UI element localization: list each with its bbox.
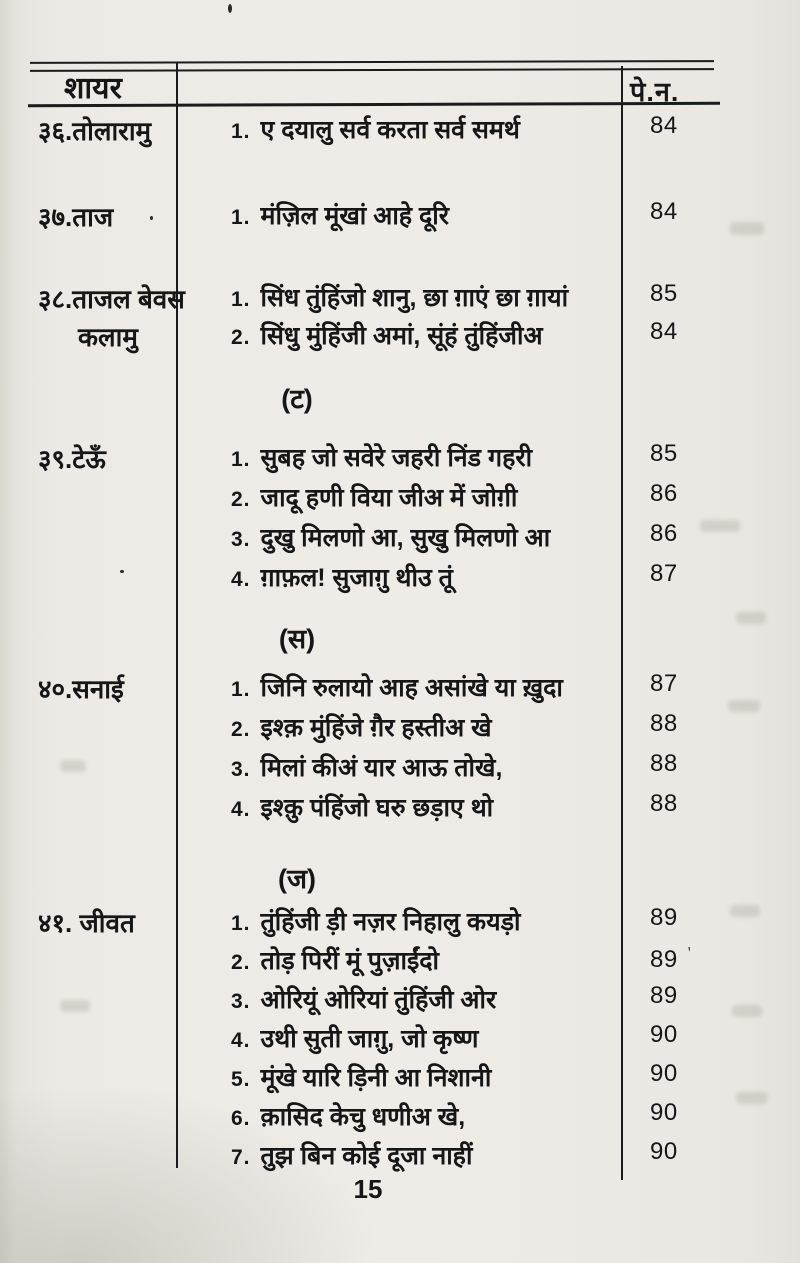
song-entry [176,943,714,982]
toc-row [30,904,714,1177]
song-entry [176,1060,714,1099]
song-number: 4. [231,1029,251,1052]
song-title [176,710,622,744]
scan-artifact [728,700,760,712]
song-number: 3. [231,528,251,551]
song-number: 4. [231,798,251,821]
song-text: इश्क़ मुंहिंजे ग़ैर हस्तीअ खे [260,714,492,742]
song-title [176,1099,622,1133]
song-number: 4. [231,568,251,591]
song-title [176,750,622,784]
song-text: जिनि रुलायो आह असांखे या ख़ुदा [260,674,563,702]
song-text: ए दयालु सर्व करता सर्व समर्थ [260,116,520,144]
song-number: 1. [231,206,251,229]
scan-speck [120,570,124,573]
song-title [176,112,622,146]
song-entry [176,750,714,790]
song-number: 1. [231,448,251,471]
poet-name [30,904,176,1177]
song-text: ग़ाफ़ल! सुजाग़ु थीउ तूं [260,564,453,592]
scan-artifact [730,222,764,235]
poet-name [30,280,185,356]
song-text: सिंध तुंहिंजो शानु, छा ग़ाएं छा ग़ायां [260,284,569,312]
table-top-rule-2 [30,68,714,72]
song-number: 2. [231,488,251,511]
songs-list [176,904,714,1177]
poet-name [30,198,176,238]
section-heading: (स) [278,624,316,654]
scan-artifact [732,1005,762,1017]
song-number: 1. [231,678,251,701]
scan-speck [228,4,232,13]
song-page-number: 85 [650,440,678,467]
toc-row [30,198,714,238]
songs-list [176,670,714,830]
song-title [176,318,622,352]
songs-list [176,112,714,152]
song-number: 1. [231,288,251,311]
song-entry [176,1021,714,1060]
song-number: 3. [231,758,251,781]
song-text: मूंखे यारि ड़िनी आ निशानी [260,1064,492,1092]
poet-name-line: ३९.टेऊँ [38,444,106,474]
table-top-rule-1 [30,60,714,64]
song-number: 7. [231,1146,251,1169]
poet-name-line: ४१. जीवत [38,908,135,938]
song-entry [176,982,714,1021]
toc-row [30,280,714,356]
song-page-number: 88 [650,750,678,777]
song-text: मिलां कीअं यार आऊ तोखे, [260,754,503,782]
song-page-number: 85 [650,280,678,307]
song-page-number: 90 [650,1138,678,1165]
song-title [176,982,622,1016]
scan-artifact [736,612,766,624]
song-page-number: 88 [650,790,678,817]
song-entry [176,670,714,710]
song-text: तोड़ पिरीं मूं पुज़ाईंदो [260,947,440,975]
table-body [30,112,714,1177]
song-number: 1. [231,120,251,143]
song-number: 2. [231,951,251,974]
song-page-number: 86 [650,480,678,507]
song-title [176,440,622,474]
section-heading: (ज) [277,864,317,894]
song-title [176,904,622,938]
header-separator-rule [28,102,720,107]
song-text: इश्क़ु पंहिंजो घरु छड़ाए थो [260,794,494,822]
scan-artifact [736,1092,768,1104]
song-text: सिंधु मुंहिंजी अमां, सूंहं तुंहिंजीअ [260,322,543,350]
song-page-number: 90 [650,1060,678,1087]
song-title [176,520,622,554]
song-number: 2. [231,326,251,349]
song-title [176,1060,622,1094]
song-entry [176,318,714,356]
scan-artifact [700,520,740,532]
song-text: जादू हणी विया जीअ में जोग़ी [260,484,518,512]
toc-row [30,670,714,830]
poet-name-line: ३७.ताज [38,202,114,232]
song-page-number: 84 [650,112,678,139]
toc-row [30,440,714,600]
songs-list [176,440,714,600]
song-page-number: 87 [650,560,678,587]
scan-artifact [60,1000,90,1012]
song-title [176,1138,622,1172]
song-entry [176,198,714,238]
song-number: 2. [231,718,251,741]
song-entry [176,904,714,943]
song-title [176,1021,622,1055]
song-text: सुबह जो सवेरे जहरी निंड गहरी [260,444,533,472]
song-entry [176,710,714,750]
poet-name-line: ३८.ताजल बेवस [38,284,185,314]
song-page-number: 89 ＇ [650,946,697,973]
poet-name-line: कलामु [78,322,138,352]
song-title [176,560,622,594]
poet-name-line: ३६.तोलारामु [38,116,152,146]
song-page-number: 89 [650,904,678,931]
song-entry [176,112,714,152]
poet-name [30,670,176,830]
song-page-number: 84 [650,198,678,225]
song-number: 3. [231,990,251,1013]
section-heading: (ट) [281,384,313,414]
footer-page-number: 15 [353,1174,383,1204]
song-entry [176,440,714,480]
song-entry [176,1138,714,1177]
song-title [176,480,622,514]
poet-name [30,112,176,152]
song-number: 5. [231,1068,251,1091]
page-number-mark: ＇ [682,946,697,961]
scan-artifact [730,905,760,917]
song-text: दुखु मिलणो आ, सुखु मिलणो आ [260,524,551,552]
song-text: तुंहिंजी ड़ी नज़र निहालु कयड़ो [260,908,521,936]
poet-name [30,440,176,600]
scan-speck [150,216,153,220]
song-text: मंज़िल मूंखां आहे दूरि [260,202,449,230]
song-text: क़ासिद केचु धणीअ खे, [260,1103,466,1131]
songs-list [176,198,714,238]
song-entry [176,1099,714,1138]
page-number-column-header: पे.न. [630,77,680,107]
song-title [176,280,622,314]
song-text: ओरियूं ओरियां तुंहिंजी ओर [260,986,497,1014]
song-entry [176,790,714,830]
song-page-number: 90 [650,1099,678,1126]
song-entry [176,520,714,560]
poet-column-header: शायर [64,72,122,105]
song-title [176,943,622,977]
song-page-number: 84 [650,318,678,345]
song-page-number: 89 [650,982,678,1009]
poet-name-line: ४०.सनाई [38,674,124,704]
song-number: 1. [231,912,251,935]
song-title [176,670,622,704]
song-page-number: 90 [650,1021,678,1048]
song-entry [176,480,714,520]
song-number: 6. [231,1107,251,1130]
song-text: उथी सुती जाग़ु, जो कृष्ण [260,1025,479,1053]
song-page-number: 87 [650,670,678,697]
song-title [176,790,622,824]
songs-list [176,280,714,356]
song-entry [176,280,714,318]
song-entry [176,560,714,600]
toc-row [30,112,714,152]
song-title [176,198,622,232]
scan-artifact [60,760,86,772]
song-page-number: 86 [650,520,678,547]
song-page-number: 88 [650,710,678,737]
song-text: तुझ बिन कोई दूजा नाहीं [260,1142,473,1170]
